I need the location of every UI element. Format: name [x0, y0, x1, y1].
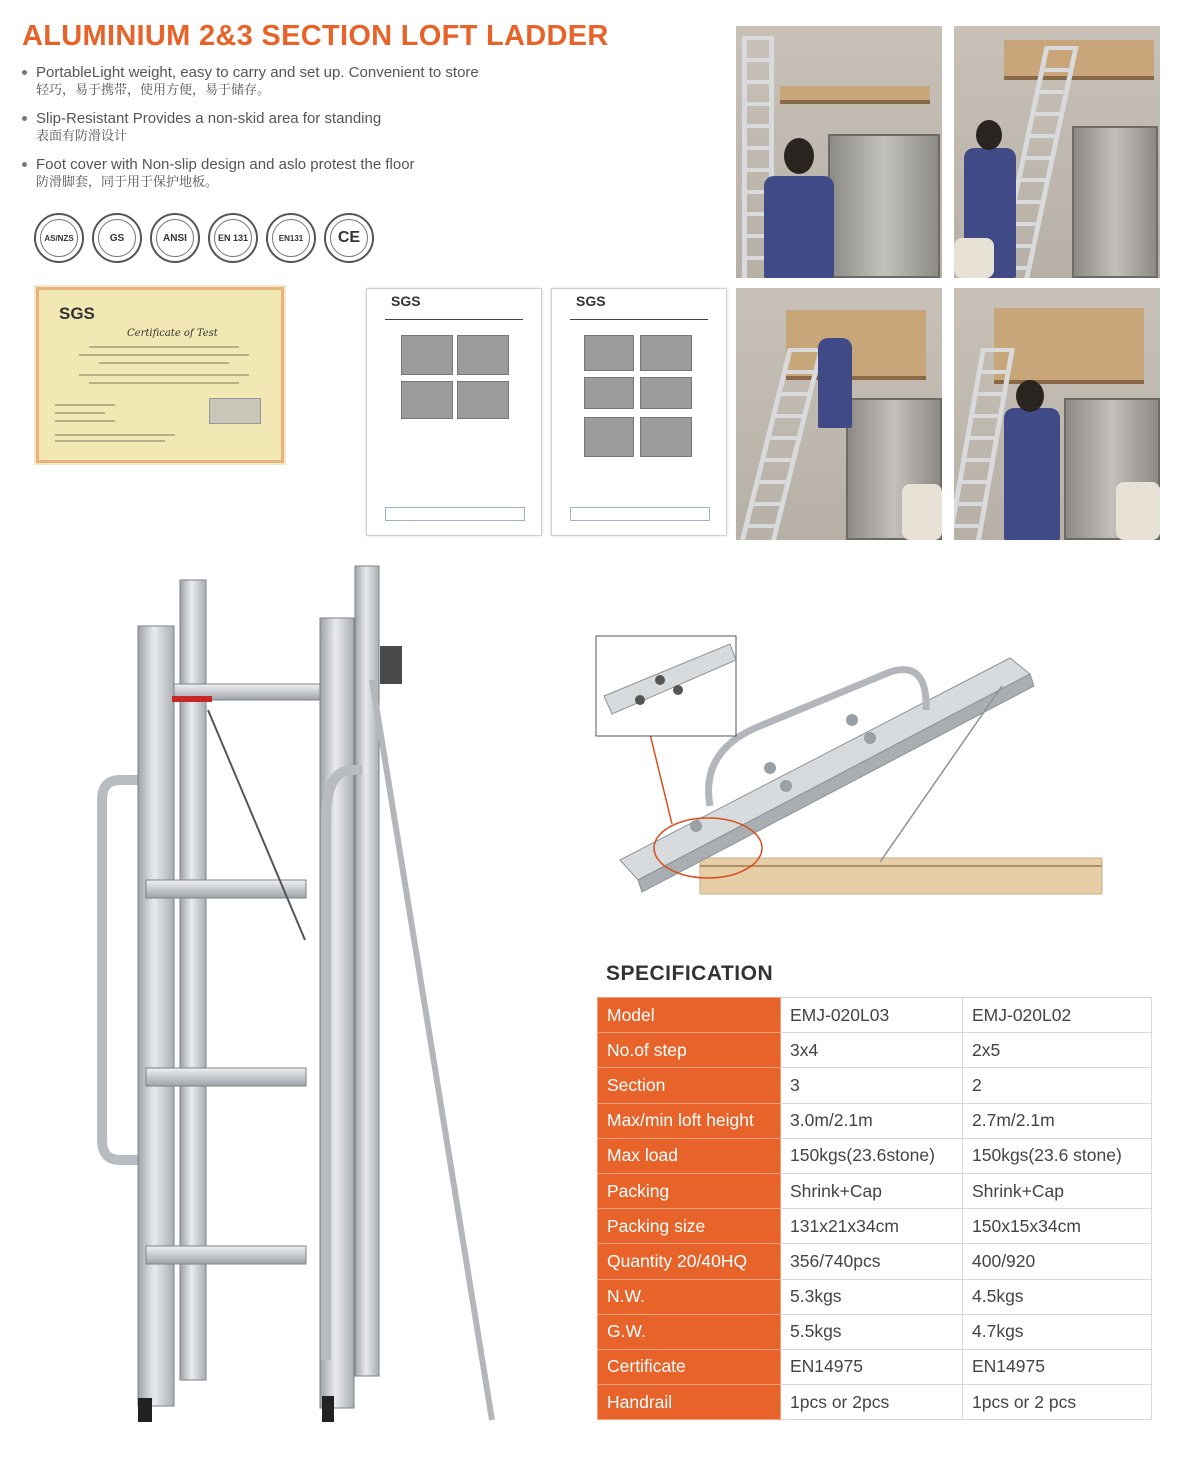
spec-value: 3x4 — [781, 1033, 963, 1068]
spec-value: 5.3kgs — [781, 1279, 963, 1314]
feature-text-en: Slip-Resistant Provides a non-skid area for standing — [36, 110, 382, 127]
spec-value: 400/920 — [963, 1244, 1152, 1279]
feature-list — [22, 64, 642, 202]
spec-key: Handrail — [598, 1385, 781, 1420]
table-row — [598, 1385, 1152, 1420]
feature-item — [22, 110, 642, 146]
table-row — [598, 998, 1152, 1033]
bullet-icon — [22, 116, 27, 121]
table-row — [598, 1244, 1152, 1279]
table-row — [598, 1209, 1152, 1244]
ladder-detail-image — [590, 630, 1120, 920]
spec-value: 1pcs or 2pcs — [781, 1385, 963, 1420]
table-row — [598, 1033, 1152, 1068]
bullet-icon — [22, 162, 27, 167]
spec-key: N.W. — [598, 1279, 781, 1314]
gs-badge-icon: GS — [92, 213, 142, 263]
table-row — [598, 1173, 1152, 1208]
usage-photo — [954, 26, 1160, 278]
sgs-certificate-image — [36, 287, 284, 463]
usage-photo — [736, 26, 942, 278]
spec-value: 150kgs(23.6 stone) — [963, 1138, 1152, 1173]
spec-key: No.of step — [598, 1033, 781, 1068]
table-row — [598, 1103, 1152, 1138]
sgs-test-report-image — [366, 288, 542, 536]
spec-key: Model — [598, 998, 781, 1033]
feature-text-zh: 防滑脚套，同于用于保护地板。 — [36, 175, 219, 190]
table-row — [598, 1279, 1152, 1314]
table-row — [598, 1138, 1152, 1173]
spec-value: 5.5kgs — [781, 1314, 963, 1349]
spec-key: Packing — [598, 1173, 781, 1208]
page-title: ALUMINIUM 2&3 SECTION LOFT LADDER — [22, 20, 609, 52]
spec-value: 2x5 — [963, 1033, 1152, 1068]
spec-value: 3.0m/2.1m — [781, 1103, 963, 1138]
feature-text-zh: 表面有防滑设计 — [36, 129, 128, 144]
spec-value: EN14975 — [963, 1349, 1152, 1384]
spec-key: Certificate — [598, 1349, 781, 1384]
usage-photo — [736, 288, 942, 540]
spec-value: 4.5kgs — [963, 1279, 1152, 1314]
spec-value: 2.7m/2.1m — [963, 1103, 1152, 1138]
spec-key: Section — [598, 1068, 781, 1103]
spec-value: Shrink+Cap — [963, 1173, 1152, 1208]
loft-ladder-image — [80, 560, 520, 1440]
table-row — [598, 1314, 1152, 1349]
ansi-badge-icon: ANSI — [150, 213, 200, 263]
sgs-logo: SGS — [59, 304, 95, 323]
usage-photo — [954, 288, 1160, 540]
sgs-test-report-image — [551, 288, 727, 536]
specification-table — [597, 997, 1152, 1420]
spec-value: 150x15x34cm — [963, 1209, 1152, 1244]
feature-item — [22, 64, 642, 100]
table-row — [598, 1349, 1152, 1384]
spec-key: G.W. — [598, 1314, 781, 1349]
feature-text-en: PortableLight weight, easy to carry and set up. Convenient to store — [36, 64, 479, 81]
spec-value: EMJ-020L02 — [963, 998, 1152, 1033]
spec-value: 356/740pcs — [781, 1244, 963, 1279]
spec-value: EMJ-020L03 — [781, 998, 963, 1033]
spec-key: Max load — [598, 1138, 781, 1173]
sgs-logo: SGS — [576, 293, 606, 309]
spec-value: 1pcs or 2 pcs — [963, 1385, 1152, 1420]
spec-key: Max/min loft height — [598, 1103, 781, 1138]
spec-key: Quantity 20/40HQ — [598, 1244, 781, 1279]
spec-value: EN14975 — [781, 1349, 963, 1384]
certification-badges — [34, 213, 374, 263]
specification-heading: SPECIFICATION — [606, 962, 774, 985]
spec-value: 131x21x34cm — [781, 1209, 963, 1244]
en131-badge-icon: EN 131 — [208, 213, 258, 263]
spec-value: Shrink+Cap — [781, 1173, 963, 1208]
en131-alt-badge-icon: EN131 — [266, 213, 316, 263]
asnzs-badge-icon: AS/NZS — [34, 213, 84, 263]
ce-badge-icon: CE — [324, 213, 374, 263]
table-row — [598, 1068, 1152, 1103]
spec-value: 4.7kgs — [963, 1314, 1152, 1349]
feature-text-zh: 轻巧，易于携带，使用方便，易于储存。 — [36, 83, 271, 98]
feature-text-en: Foot cover with Non-slip design and aslo protest the floor — [36, 156, 415, 173]
sgs-logo: SGS — [391, 293, 421, 309]
bullet-icon — [22, 70, 27, 75]
spec-value: 2 — [963, 1068, 1152, 1103]
spec-value: 3 — [781, 1068, 963, 1103]
certificate-title: Certificate of Test — [127, 328, 218, 339]
feature-item — [22, 156, 642, 192]
spec-key: Packing size — [598, 1209, 781, 1244]
spec-value: 150kgs(23.6stone) — [781, 1138, 963, 1173]
